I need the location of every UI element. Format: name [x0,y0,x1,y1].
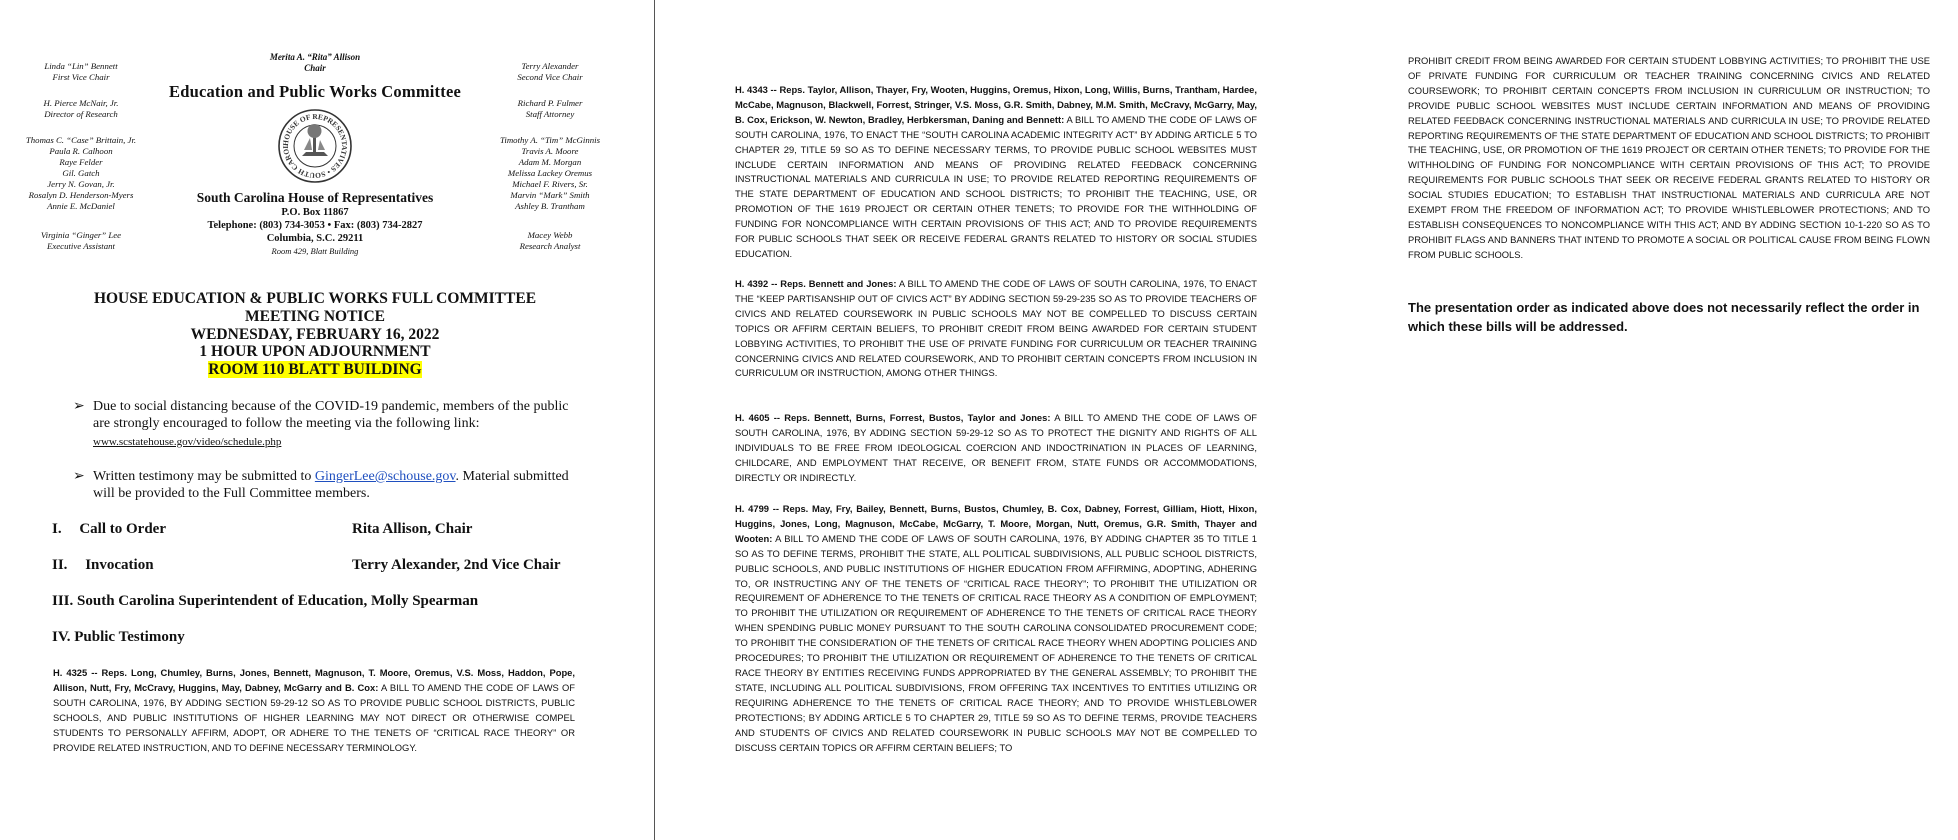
chair-title: Chair [304,63,326,73]
roster-line: Linda “Lin” Bennett [44,61,118,71]
agenda-item: III. South Carolina Superintendent of Education, Molly Spearman [52,593,479,609]
roster-line: Annie E. McDaniel [47,201,115,211]
arrow-bullet-icon: ➢ [73,469,85,484]
roster-group [477,135,623,212]
testimony-bullet [73,468,573,503]
roster-line: Travis A. Moore [521,146,579,156]
email-link[interactable]: GingerLee@schouse.gov [314,469,456,484]
roster-group [8,98,154,120]
roster-line: Timothy A. “Tim” McGinnis [499,135,601,145]
bill-h4325: H. 4325 -- Reps. Long, Chumley, Burns, Jones, Bennett, Magnuson, T. Moore, Oremus, V.S. Moss, Haddon, Pope, Allison, Nutt, Fry, McCravy, Huggins, May, Dabney, McGarry and B. Cox: A BILL TO AMEND THE CODE OF LAWS OF SOUTH CAROLINA, 1976, BY ADDING SECTION 59-29-12 SO AS TO PROVIDE PUBLIC SCHOOL DISTRICTS, PUBLIC SCHOOLS, AND PUBLIC INSTITUTIONS OF HIGHER LEARNING MAY NOT DIRECT OR OTHERWISE COMPEL STUDENTS TO PERSONALLY AFFIRM, ADOPT, OR ADHERE TO THE TENETS OF “CRITICAL RACE THEORY” OR PROVIDE RELATED INSTRUCTION, AND TO DEFINE NECESSARY TERMINOLOGY. [53,667,576,753]
letterhead [160,52,470,257]
bill-h4799: H. 4799 -- Reps. May, Fry, Bailey, Bennett, Burns, Bustos, Chumley, B. Cox, Dabney, Forrest, Gilliam, Hiott, Hixon, Huggins, Jones, Long, Magnuson, McCabe, McGarry, T. Moore, Morgan, Nutt, Oremus, G.R. Smith, Thayer and Wooten: A BILL TO AMEND THE CODE OF LAWS OF SOUTH CAROLINA, 1976, BY ADDING CHAPTER 35 TO TITLE 1 SO AS TO DEFINE TERMS, PROHIBIT THE STATE, ALL POLITICAL SUBDIVISIONS, ALL PUBLIC SCHOOL DISTRICTS, PUBLIC SCHOOLS, AND PUBLIC INSTITUTIONS OF HIGHER EDUCATION FROM AFFIRMING, ADOPTING, ADHERING TO, OR INSTRUCTING ANY OF THE TENETS OF “CRITICAL RACE THEORY”; TO PROHIBIT THE UTILIZATION OR REQUIREMENT OF ADHERENCE TO THE TENETS OF CRITICAL RACE THEORY AS A CONDITION OF EMPLOYMENT; TO PROHIBIT THE UTILIZATION OR REQUIREMENT OF ADHERENCE TO THE TENETS OF CRITICAL RACE THEORY WHEN SPENDING PUBLIC MONEY PURSUANT TO THE SOUTH CAROLINA CONSOLIDATED PROCUREMENT CODE; TO PROHIBIT THE CONSIDERATION OF THE TENETS OF CRITICAL RACE THEORY WHEN ADOPTING POLICIES AND PROCEDURES; TO PROHIBIT THE UTILIZATION OR REQUIREMENT OF ADHERENCE TO THE TENETS OF CRITICAL RACE THEORY BY ENTITIES RECEIVING FUNDS APPROPRIATED BY THE GENERAL ASSEMBLY; TO PROHIBIT THE STATE, INCLUDING ALL POLITICAL SUBDIVISIONS, FROM OFFERING TAX INCENTIVES TO ENTITIES UTILIZING OR REQUIRING ADHERENCE TO THE TENETS OF CRITICAL RACE THEORY; AND TO PROVIDE WHISTLEBLOWER PROTECTIONS; BY ADDING ARTICLE 5 TO CHAPTER 29, TITLE 59 SO AS TO DEFINE TERMS, PROVIDE TEACHERS AND STUDENTS OF CIVICS AND RELATED COURSEWORK IN PUBLIC SCHOOLS MAY NOT BE COMPELLED TO DISCUSS CERTAIN TOPICS OR AFFIRM CERTAIN BELIEFS; TO [735,503,1258,753]
roster-line: H. Pierce McNair, Jr. [43,98,119,108]
chair-name: Merita A. “Rita” Allison [269,52,361,62]
meeting-location: ROOM 110 BLATT BUILDING [208,361,422,379]
roster-line: Terry Alexander [521,61,579,71]
meeting-subtitle: MEETING NOTICE [245,307,385,325]
roster-line: Paula R. Calhoon [49,146,113,156]
svg-text:HOUSE OF REPRESENTATIVES • SOU: HOUSE OF REPRESENTATIVES • SOUTH CAROL [280,111,350,181]
roster-line: Second Vice Chair [517,72,583,82]
agenda-item: IV. Public Testimony [52,629,185,645]
roster-line: First Vice Chair [52,72,110,82]
roster-group [477,98,623,120]
po-box: P.O. Box 11867 [281,207,349,218]
agenda-item: II. Invocation Terry Alexander, 2nd Vice Chair [52,557,561,573]
roster-line: Rosalyn D. Henderson-Myers [28,190,134,200]
roster-group [8,61,154,83]
closing-note: The presentation order as indicated above does not necessarily reflect the order in which these bills will be addressed. [1408,300,1920,334]
agenda-item: I. Call to Order Rita Allison, Chair [52,521,473,537]
roster-line: Raye Felder [59,157,103,167]
covid-text: Due to social distancing because of the COVID-19 pandemic, members of the public are strongly encouraged to follow the meeting via the following link: www.scstatehouse.gov/video/schedule.php [93,399,569,448]
roster-line: Thomas C. “Case” Brittain, Jr. [25,135,137,145]
roster-line: Richard P. Fulmer [517,98,583,108]
meeting-title: HOUSE EDUCATION & PUBLIC WORKS FULL COMMITTEE [93,290,537,307]
roster-line: Adam M. Morgan [518,157,582,167]
meeting-time: 1 HOUR UPON ADJOURNMENT [199,343,431,361]
roster-group [8,230,154,252]
roster-line: Staff Attorney [525,109,575,119]
city-zip: Columbia, S.C. 29211 [266,233,364,244]
phone-fax: Telephone: (803) 734-3053 • Fax: (803) 734-2827 [207,220,423,231]
schedule-link[interactable]: www.scstatehouse.gov/video/schedule.php [93,435,282,448]
roster-line: Virginia “Ginger” Lee [40,230,122,240]
committee-name: Education and Public Works Committee [168,82,461,101]
bill-h4605: H. 4605 -- Reps. Bennett, Burns, Forrest, Bustos, Taylor and Jones: A BILL TO AMEND THE CODE OF LAWS OF SOUTH CAROLINA, 1976, BY ADDING SECTION 59-29-12 SO AS TO PROTECT THE DIGNITY AND RIGHTS OF ALL INDIVIDUALS TO BE FREE FROM IDEOLOGICAL COERCION AND INDOCTRINATION IN PLACES OF LEARNING, CHILDCARE, AND EMPLOYMENT THAT RECEIVE, OR BENEFIT FROM, STATE FUNDS OR ACCOMMODATIONS, DIRECTLY OR INDIRECTLY. [735,412,1257,483]
roster-line: Ashley B. Trantham [515,201,585,211]
right-roster [477,61,623,261]
roster-line: Jerry N. Govan, Jr. [47,179,115,189]
roster-line: Director of Research [44,109,118,119]
office-room: Room 429, Blatt Building [271,246,359,256]
roster-line: Research Analyst [519,241,581,251]
roster-line: Michael F. Rivers, Sr. [512,179,588,189]
house-name: South Carolina House of Representatives [196,190,434,205]
roster-line: Gil. Gatch [62,168,100,178]
page-divider [654,0,655,840]
roster-line: Macey Webb [527,230,573,240]
bill-h4343: H. 4343 -- Reps. Taylor, Allison, Thayer, Fry, Wooten, Huggins, Oremus, Hixon, Long, Willis, Burns, Trantham, Hardee, McCabe, Magnuson, Blackwell, Forrest, Stringer, V.S. Moss, G.R. Smith, Dabney, M.M. Smith, McCravy, McGarry, May, B. Cox, Erickson, W. Newton, Bradley, Herbkersman, Daning and Bennett: A BILL TO AMEND THE CODE OF LAWS OF SOUTH CAROLINA, 1976, TO ENACT THE “SOUTH CAROLINA ACADEMIC INTEGRITY ACT” BY ADDING ARTICLE 5 TO CHAPTER 29, TITLE 59 SO AS TO DEFINE NECESSARY TERMS, TO PROVIDE PUBLIC SCHOOL WEBSITES MUST INCLUDE CERTAIN INFORMATION AND MEANS OF PROVIDING RELATED FEEDBACK CONCERNING INSTRUCTIONAL MATERIALS AND CURRICULA IN USE; TO PROVIDE RELATED REPORTING REQUIREMENTS OF THE STATE DEPARTMENT OF EDUCATION AND SCHOOL DISTRICTS; TO PROHIBIT THE TEACHING, USE, OR PROMOTION OF THE 1619 PROJECT OR CERTAIN OTHER TENETS; TO PROVIDE FOR THE WITHHOLDING OF FUNDING FOR NONCOMPLIANCE WITH CERTAIN PROVISIONS OF THIS ACT; AND TO PROVIDE REQUIREMENTS FOR PUBLIC SCHOOLS THAT SEEK OR RECEIVE FEDERAL GRANTS RELATED TO HISTORY OR SOCIAL STUDIES EDUCATION. [735,84,1258,259]
roster-line: Executive Assistant [47,241,115,251]
bill-h4799-continued: PROHIBIT CREDIT FROM BEING AWARDED FOR CERTAIN STUDENT LOBBYING ACTIVITIES; TO PROHIBIT THE USE OF PRIVATE FUNDING FOR CURRICULUM OR TEACHER TRAINING CONCERNING CIVICS AND RELATED COURSEWORK; TO PROHIBIT CERTAIN CONCEPTS FROM INCLUSION IN CURRICULUM OR INSTRUCTION; TO PROVIDE PUBLIC SCHOOL WEBSITES MUST INCLUDE CERTAIN INFORMATION AND MEANS OF PROVIDING RELATED FEEDBACK CONCERNING INSTRUCTIONAL MATERIALS AND CURRICULA IN USE; TO PROVIDE RELATED REPORTING REQUIREMENTS OF THE STATE DEPARTMENT OF EDUCATION AND SCHOOL DISTRICTS; TO PROHIBIT THE TEACHING, USE, OR PROMOTION OF THE 1619 PROJECT OR CERTAIN OTHER TENETS; TO PROVIDE FOR THE WITHHOLDING OF FUNDING FOR NONCOMPLIANCE WITH CERTAIN PROVISIONS OF THIS ACT; TO PROVIDE REQUIREMENTS FOR PUBLIC SCHOOLS THAT SEEK OR RECEIVE FEDERAL GRANTS RELATED TO HISTORY OR SOCIAL STUDIES EDUCATION; TO ESTABLISH THAT INSTRUCTIONAL MATERIALS AND CURRICULA ARE NOT EXEMPT FROM THE FREEDOM OF INFORMATION ACT; TO PROVIDE WHISTLEBLOWER PROTECTIONS; AND TO ESTABLISH CONSEQUENCES TO NONCOMPLIANCE WITH THIS ACT; AND BY ADDING SECTION 10-1-220 SO AS TO PROHIBIT FLAGS AND BANNERS THAT INTEND TO PROMOTE A SOCIAL OR POLITICAL CAUSE FROM BEING FLOWN FROM PUBLIC SCHOOLS. [1408,55,1930,260]
roster-group [8,135,154,212]
roster-group [477,230,623,252]
testimony-text: Written testimony may be submitted to GingerLee@schouse.gov. Material submitted will be provided to the Full Committee members. [93,469,569,502]
covid-bullet [73,398,573,451]
state-seal-icon [277,108,353,184]
meeting-date: WEDNESDAY, FEBRUARY 16, 2022 [190,325,440,343]
arrow-bullet-icon: ➢ [73,399,85,414]
roster-line: Marvin “Mark” Smith [510,190,590,200]
roster-line: Melissa Lackey Oremus [507,168,593,178]
meeting-notice [60,290,570,379]
left-roster [8,61,154,261]
roster-group [477,61,623,83]
bill-h4392: H. 4392 -- Reps. Bennett and Jones: A BILL TO AMEND THE CODE OF LAWS OF SOUTH CAROLINA, 1976, TO ENACT THE “KEEP PARTISANSHIP OUT OF CIVICS ACT” BY ADDING SECTION 59-29-235 SO AS TO PROVIDE TEACHERS OF CIVICS AND RELATED COURSEWORK IN PUBLIC SCHOOLS MAY NOT BE COMPELLED TO DISCUSS CERTAIN TOPICS OR AFFIRM CERTAIN BELIEFS, TO PROHIBIT CREDIT FROM BEING AWARDED FOR CERTAIN STUDENT LOBBYING ACTIVITIES, TO PROHIBIT THE USE OF PRIVATE FUNDING FOR CURRICULUM OR TEACHER TRAINING CONCERNING CIVICS AND RELATED COURSEWORK, AND TO PROHIBIT CERTAIN CONCEPTS FROM INCLUSION IN CURRICULUM OR INSTRUCTION, AMONG OTHER THINGS. [735,278,1257,379]
